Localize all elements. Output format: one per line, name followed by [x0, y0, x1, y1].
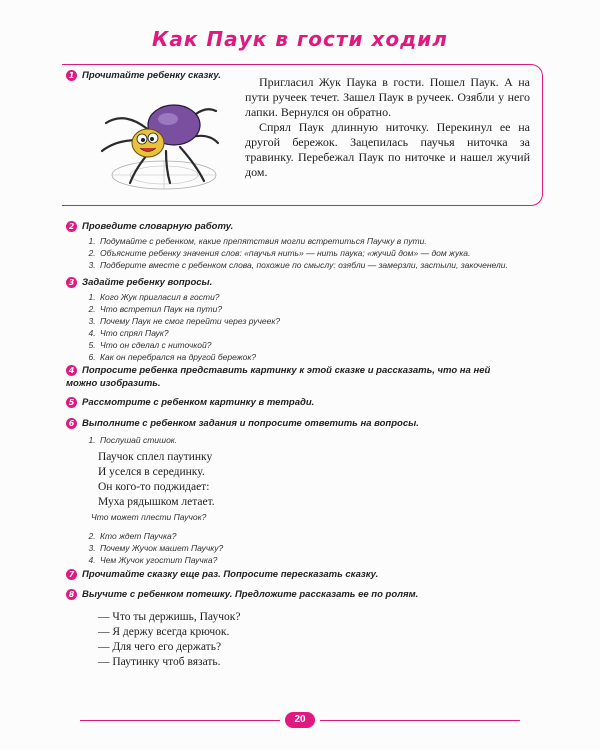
section-number-badge: 3	[66, 277, 77, 288]
story-text	[245, 75, 530, 180]
page-number: 20	[285, 712, 315, 728]
section-5-heading: 5 Рассмотрите с ребенком картинку в тетради.	[66, 397, 314, 408]
section-6-heading: 6 Выполните с ребенком задания и попросите ответить на вопросы.	[66, 418, 419, 429]
footer-line-left	[80, 720, 280, 721]
task-rest	[82, 530, 223, 566]
poem-line: Паучок сплел паутинку	[98, 451, 213, 463]
vocab-list	[82, 235, 508, 271]
section-number-badge: 7	[66, 569, 77, 580]
page-title: Как Паук в гости ходил	[152, 27, 448, 51]
section-number-badge: 1	[66, 70, 77, 81]
dialog-line: — Для чего его держать?	[98, 641, 222, 653]
list-item: 4. Что спрял Паук?	[98, 327, 280, 339]
section-number-badge: 2	[66, 221, 77, 232]
list-item: 1. Послушай стишок.	[98, 434, 177, 446]
list-item: 3. Почему Паук не смог перейти через ручеек?	[98, 315, 280, 327]
section-7-heading: 7 Прочитайте сказку еще раз. Попросите пересказать сказку.	[66, 569, 378, 580]
poem-line: И уселся в серединку.	[98, 466, 205, 478]
poem-line: Он кого-то поджидает:	[98, 481, 210, 493]
list-item: 4. Чем Жучок угостит Паучка?	[98, 554, 223, 566]
section-number-badge: 8	[66, 589, 77, 600]
section-1-heading: 1 Прочитайте ребенку сказку.	[66, 70, 221, 81]
list-item: 5. Что он сделал с ниточкой?	[98, 339, 280, 351]
list-item: 2. Что встретил Паук на пути?	[98, 303, 280, 315]
list-item: 3. Подберите вместе с ребенком слова, похожие по смыслу: озябли — замерзли, застыли, закоченели.	[98, 259, 508, 271]
list-item: 1. Подумайте с ребенком, какие препятствия могли встретиться Паучку в пути.	[98, 235, 508, 247]
dialog-line: — Паутинку чтоб вязать.	[98, 656, 221, 668]
dialog-line: — Что ты держишь, Паучок?	[98, 611, 241, 623]
poem	[98, 450, 215, 510]
list-item: 2. Кто ждет Паучка?	[98, 530, 223, 542]
list-item: 1. Кого Жук пригласил в гости?	[98, 291, 280, 303]
nursery-rhyme	[98, 610, 240, 670]
list-item: 3. Почему Жучок машет Паучку?	[98, 542, 223, 554]
footer-line-right	[320, 720, 520, 721]
list-item: 6. Как он перебрался на другой бережок?	[98, 351, 280, 363]
section-number-badge: 4	[66, 365, 77, 376]
poem-line: Муха рядышком летает.	[98, 496, 215, 508]
poem-question: Что может плести Паучок?	[91, 512, 207, 522]
section-2-heading: 2 Проведите словарную работу.	[66, 221, 233, 232]
spider-illustration	[92, 85, 222, 193]
questions-list	[82, 291, 280, 363]
list-item: 2. Объясните ребенку значения слов: «паучья нить» — нить паука; «жучий дом» — дом жука.	[98, 247, 508, 259]
task-first	[82, 434, 177, 446]
story-paragraph: Пригласил Жук Паука в гости. Пошел Паук. А на пути ручеек течет. Зашел Паук в ручеек. Озябли у него лапки. Вернулся он обратно.	[245, 75, 530, 119]
section-number-badge: 5	[66, 397, 77, 408]
section-4-heading: 4 Попросите ребенка представить картинку к этой сказке и рассказать, что на ней можно изобразить.	[66, 365, 491, 389]
section-8-heading: 8 Выучите с ребенком потешку. Предложите рассказать ее по ролям.	[66, 589, 418, 600]
dialog-line: — Я держу всегда крючок.	[98, 626, 230, 638]
section-number-badge: 6	[66, 418, 77, 429]
section-3-heading: 3 Задайте ребенку вопросы.	[66, 277, 212, 288]
story-paragraph: Спрял Паук длинную ниточку. Перекинул ее на другой бережок. Зацепилась паучья ниточка за травинку. Перебежал Паук по ниточке и нашел жучий дом.	[245, 120, 530, 179]
